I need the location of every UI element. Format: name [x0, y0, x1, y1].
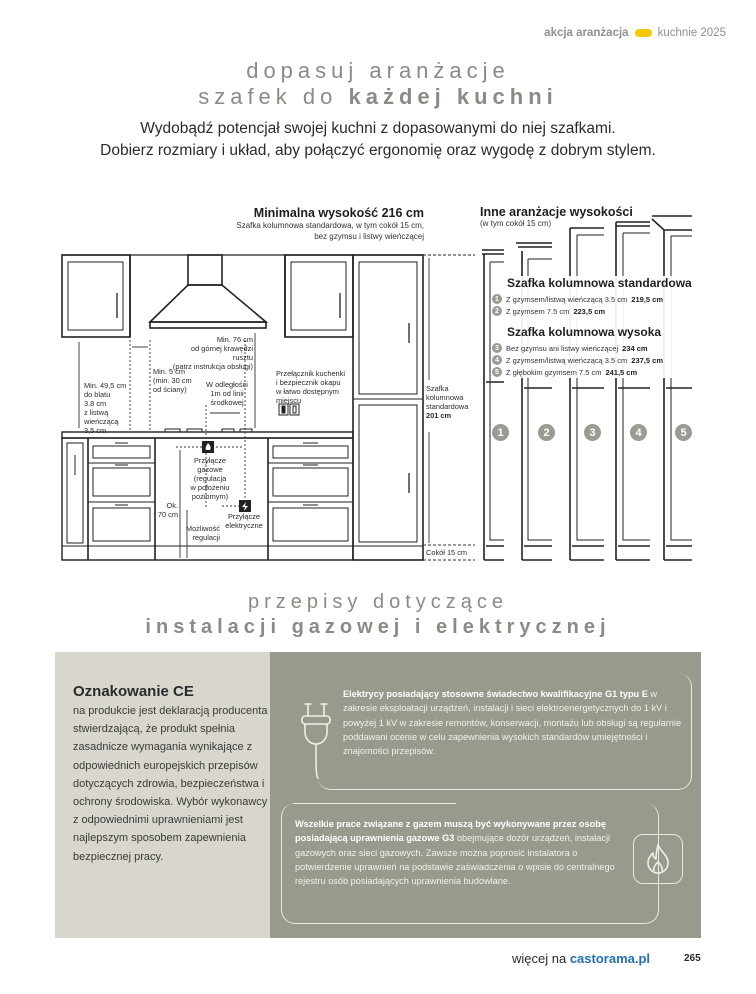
label-line: 70 cm [157, 510, 178, 519]
number-badge-icon: 3 [492, 343, 502, 353]
legend-text: Z gzymsem/listwą wieńczącą 3.5 cm [506, 294, 628, 304]
legend-value: 234 cm [622, 343, 648, 353]
legend-value: 241,5 cm [605, 367, 638, 377]
variant-4-badge: 4 [630, 424, 647, 441]
worktop-clearance-label [84, 381, 126, 435]
label-line: Min. 49,5 cm [84, 381, 127, 390]
ce-text: na produkcie jest deklaracją producenta stwierdzającą, że produkt spełnia zasadnicze wymagania wynikające z odpowiednich europejskich przepisów dotyczących zdrowia, bezpieczeństwa i ochrony środowiska. Wybór wykonawcy z odpowiednimi uprawnieniami jest najlepszym sposobem zapewnienia bezpiecznej pracy. [73, 705, 268, 863]
label-line: 3.8 cm [84, 399, 107, 408]
other-heights-heading [480, 205, 633, 228]
label-line: (regulacja [193, 474, 227, 483]
label-line: regulacji [192, 533, 220, 542]
label-line: standardowa [426, 402, 469, 411]
electrician-body: w zakresie eksploatacji urządzeń, instalacji i sieci elektroenergetycznych do 1 kV i powyżej 1 kV w zakresie remontów, konserwacji, montażu lub obsługi są regularnie poddawani ocenie w celu zapewnienia wysokich standardów umiejętności i znajomości przepisów. [343, 689, 682, 757]
column-height-value: 201 cm [426, 411, 452, 420]
number-badge-icon: 1 [492, 294, 502, 304]
label-line: kolumnowa [426, 393, 464, 402]
label-line: miejscu [276, 396, 302, 405]
approx-height-label [156, 501, 178, 519]
castorama-link[interactable]: castorama.pl [569, 951, 651, 966]
gas-fitter-body: obejmujące dozór urządzeń, instalacji gazowych oraz sieci gazowych. Zawsze można poprosić instalatora o potwierdzenie uprawnień na podstawie zaświadczenia o wpisie do centralnego rejestru osób posiadających uprawnienia budowlane. [295, 833, 615, 887]
label-line: Możliwość [185, 524, 220, 533]
intro-line2: Dobierz rozmiary i układ, aby połączyć ergonomię oraz wygodę z dobrym stylem. [100, 142, 656, 159]
gas-fitter-text [295, 817, 625, 888]
page-title-line1: dopasuj aranżacje [246, 58, 510, 83]
label-line: 1m od linii [210, 389, 244, 398]
section-label: akcja aranżacja [544, 27, 629, 39]
switch-fuse-label [276, 369, 345, 405]
plinth-label: Cokół 15 cm [426, 548, 468, 557]
label-line: wieńczącą [84, 417, 119, 426]
label-line: elektryczne [225, 521, 263, 530]
gas-connection-icon [202, 441, 214, 453]
label-line: Przełącznik kuchenki [276, 369, 346, 378]
ce-title: Oznakowanie CE [73, 683, 194, 700]
column-height-label [426, 384, 468, 420]
other-heights-title: Inne aranżacje wysokości [480, 205, 633, 219]
legend-item [492, 354, 702, 366]
flame-icon-box [633, 834, 683, 884]
hood-clearance-label [170, 335, 253, 371]
label-line: od ściany) [153, 385, 187, 394]
electric-connection-label [221, 512, 267, 530]
legend-text: Z gzymsem 7.5 cm [506, 306, 570, 316]
variant-2-badge: 2 [538, 424, 555, 441]
label-line: z listwą [84, 408, 109, 417]
label-line: Przyłącze [227, 512, 261, 521]
legend-group-standard: Szafka kolumnowa standardowa [507, 276, 692, 290]
legend-text: Z gzymsem/listwą wieńczącą 3.5 cm [506, 355, 628, 365]
other-heights-subtitle: (w tym cokół 15 cm) [480, 219, 552, 228]
gas-connection-label [186, 456, 234, 501]
min-height-heading [190, 206, 424, 242]
variant-1-badge: 1 [492, 424, 509, 441]
flame-icon [644, 843, 672, 875]
legend-value: 223,5 cm [573, 306, 606, 316]
min-height-note1: Szafka kolumnowa standardowa, w tym cokół 15 cm, [236, 221, 424, 230]
electric-connection-icon [239, 500, 251, 512]
wall-distance-label [153, 367, 192, 394]
plug-icon [298, 700, 336, 780]
category-label: kuchnie 2025 [657, 27, 726, 39]
ce-marking-block [73, 683, 273, 866]
legend-value: 237,5 cm [631, 355, 663, 365]
label-line: gazowe [197, 465, 223, 474]
variant-5-badge: 5 [675, 424, 692, 441]
gas-fitter-bold: Wszelkie prace związane z gazem muszą być wykonywane przez osobę posiadającą uprawnienia gazowe G3 [295, 819, 606, 844]
label-line: (patrz instrukcja obsługi) [172, 362, 253, 371]
number-badge-icon: 4 [492, 355, 502, 365]
section-title [0, 590, 756, 640]
label-line: poziomym) [191, 492, 229, 501]
min-height-title: Minimalna wysokość 216 cm [253, 206, 424, 220]
variant-3-badge: 3 [584, 424, 601, 441]
title-light: szafek do [198, 84, 338, 109]
legend-value: 219,5 cm [631, 294, 663, 304]
legend-item [492, 293, 702, 305]
label-line: Przyłącze [193, 456, 227, 465]
label-line: Min. 76 cm [216, 335, 253, 344]
label-line: 3,5 cm [84, 426, 107, 435]
section-title-line1: przepisy dotyczące [247, 591, 509, 613]
legend-item [492, 305, 702, 317]
number-badge-icon: 2 [492, 306, 502, 316]
legend-text: Z głębokim gzymsem 7.5 cm [506, 367, 602, 377]
adjustment-label [180, 524, 220, 542]
label-line: do blatu [84, 390, 111, 399]
centerline-distance-label [201, 380, 253, 407]
electrician-bold: Elektrycy posiadający stosowne świadectwo kwalifikacyjne G1 typu E [343, 689, 648, 699]
legend-item [492, 342, 702, 354]
label-line: w łatwo dostępnym [276, 387, 339, 396]
electrician-text [343, 687, 688, 758]
footer-more-info [512, 951, 650, 966]
label-line: i bezpiecznik okapu [276, 378, 341, 387]
label-line: środkowej [210, 398, 244, 407]
label-line: W odległości [206, 380, 248, 389]
label-line: Szafka [426, 384, 449, 393]
label-line: od górnej krawędzi rusztu [190, 344, 253, 362]
label-line: Ok. [166, 501, 178, 510]
min-height-note2: bez gzymsu i listwy wieńczącej [314, 232, 424, 241]
footer-prefix: więcej na [512, 951, 567, 966]
legend-text: Bez gzymsu ani listwy wieńczącej [506, 343, 619, 353]
legend-group-tall: Szafka kolumnowa wysoka [507, 325, 662, 339]
section-title-line2: instalacji gazowej i elektrycznej [145, 616, 611, 638]
height-legend [492, 276, 702, 378]
title-bold: każdej kuchni [348, 84, 558, 109]
number-badge-icon: 5 [492, 367, 502, 377]
label-line: Min. 5 cm [153, 367, 186, 376]
legend-item [492, 366, 702, 378]
label-line: w położeniu [190, 483, 230, 492]
intro-line1: Wydobądź potencjał swojej kuchni z dopasowanymi do niej szafkami. [140, 120, 616, 137]
label-line: (min. 30 cm [153, 376, 192, 385]
switch-fuse-icon [279, 404, 299, 415]
page-number: 265 [684, 953, 701, 964]
